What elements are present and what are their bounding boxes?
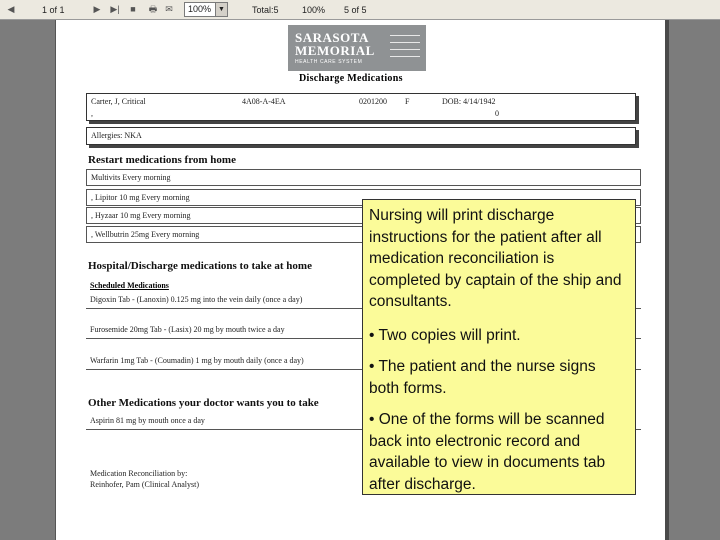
table-row: Digoxin Tab - (Lanoxin) 0.125 mg into the vein daily (once a day) [86, 292, 641, 309]
last-page-icon[interactable]: ▶| [110, 4, 120, 14]
reconciliation-name: Reinhofer, Pam (Clinical Analyst) [90, 480, 199, 489]
other-heading: Other Medications your doctor wants you to take [88, 397, 319, 409]
page-shadow [665, 20, 669, 540]
patient-name: Carter, J, Critical [91, 97, 146, 106]
stop-icon[interactable]: ■ [130, 4, 136, 14]
zoom-value: 100% [188, 4, 212, 14]
previous-page-icon[interactable]: ◀ [7, 4, 15, 14]
list-item: , Wellbutrin 25mg Every morning [86, 226, 641, 243]
zoom-select[interactable] [184, 2, 228, 17]
chevron-down-icon[interactable]: ▼ [215, 3, 227, 16]
logo-line-1: SARASOTA [295, 30, 369, 45]
logo-rule [390, 35, 420, 36]
logo-line-2: MEMORIAL [295, 43, 375, 58]
scheduled-label: Scheduled Medications [90, 281, 169, 290]
list-item: , Hyzaar 10 mg Every morning [86, 207, 641, 224]
note-bullet: • The patient and the nurse signs both forms. [369, 358, 596, 397]
patient-number: 0201200 [359, 97, 387, 106]
note-intro: Nursing will print discharge instructions for the patient after all medication reconciliation is completed by captain of the ship and consultants. [369, 207, 622, 310]
reconciliation-label: Medication Reconciliation by: [90, 469, 188, 478]
document-title: Discharge Medications [299, 73, 403, 84]
count-label: 5 of 5 [344, 5, 367, 15]
page-of-label: 1 of 1 [42, 5, 65, 15]
note-bullet: • One of the forms will be scanned back into electronic record and available to view in documents tab after discharge. [369, 411, 606, 493]
total-label: Total:5 [252, 5, 279, 15]
logo-line-3: HEALTH CARE SYSTEM [295, 59, 363, 65]
logo-rule [390, 42, 420, 43]
allergies-text: Allergies: NKA [91, 131, 142, 140]
patient-room: 4A08-A-4EA [242, 97, 286, 106]
allergies-box [86, 127, 636, 145]
patient-dob: DOB: 4/14/1942 [442, 97, 496, 106]
hospital-heading: Hospital/Discharge medications to take at home [88, 260, 312, 272]
patient-line2-right: 0 [495, 109, 499, 118]
viewer-toolbar [0, 0, 720, 20]
export-icon[interactable]: ✉ [165, 4, 173, 14]
patient-line2-left: , [91, 109, 93, 118]
percent-label: 100% [302, 5, 326, 15]
logo-rule [390, 49, 420, 50]
list-item: , Lipitor 10 mg Every morning [86, 189, 641, 206]
next-page-icon[interactable]: ▶ [93, 4, 101, 14]
patient-info-box [86, 93, 636, 121]
table-row: Warfarin 1mg Tab - (Coumadin) 1 mg by mouth daily (once a day) [86, 353, 641, 370]
table-row: Furosemide 20mg Tab - (Lasix) 20 mg by mouth twice a day [86, 322, 641, 339]
restart-heading: Restart medications from home [88, 154, 236, 166]
nursing-note-callout [362, 199, 636, 495]
table-row: Aspirin 81 mg by mouth once a day [86, 413, 641, 430]
list-item: Multivits Every morning [86, 169, 641, 186]
logo-rule [390, 56, 420, 57]
note-bullet: • Two copies will print. [369, 326, 521, 344]
print-icon[interactable]: 🖶 [148, 4, 158, 14]
hospital-logo [288, 25, 426, 71]
patient-sex: F [405, 97, 410, 106]
